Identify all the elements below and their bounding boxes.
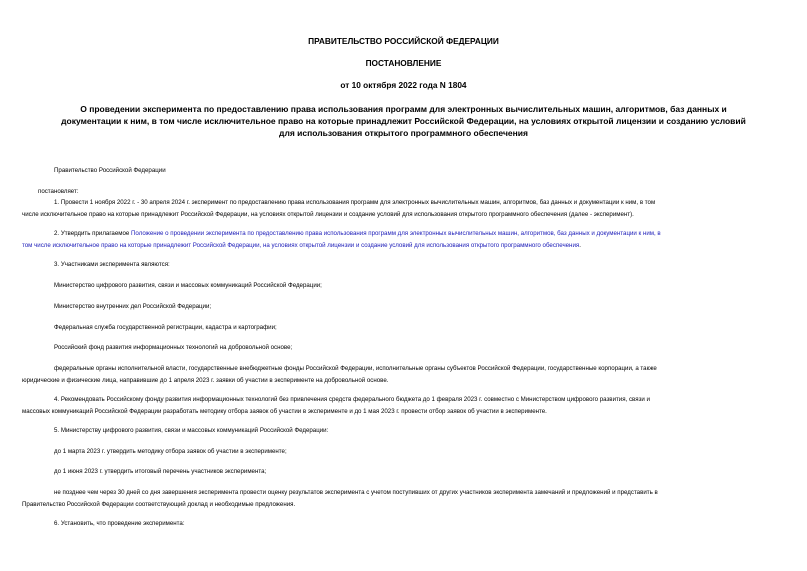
- paragraph-line: числе исключительное право на которые принадлежит Российской Федерации, на условиях открытой лицензии и создание условий для использования открытого программного обеспечения (далее - эксперимент).: [22, 210, 634, 218]
- title-line: О проведении эксперимента по предоставлению права использования программ для электронных вычислительных машин, алгоритмов, баз данных и: [80, 104, 727, 114]
- participant-item-last: [22, 363, 769, 386]
- paragraph-line: федеральные органы исполнительной власти, государственные внебюджетные фонды Российской Федерации, исполнительные органы субъектов Российской Федерации, государственные корпорации, а также: [54, 365, 657, 372]
- participant-item: Российский фонд развития информационных технологий на добровольной основе;: [54, 344, 293, 351]
- decrees-text: постановляет:: [38, 188, 79, 195]
- paragraph-line: не позднее чем через 30 дней со дня завершения эксперимента провести оценку результатов эксперимента с учетом поступивших от других участников эксперимента замечаний и предложений и представить в: [54, 489, 658, 496]
- paragraph-line: [22, 240, 769, 252]
- document-type: ПОСТАНОВЛЕНИЕ: [365, 58, 442, 68]
- document-date-number: от 10 октября 2022 года N 1804: [340, 80, 467, 90]
- regulation-link-continued[interactable]: том числе исключительное право на которые принадлежит Российской Федерации, на условиях открытой лицензии и создание условий для использования открытого программного обеспечения: [22, 241, 580, 249]
- issuing-authority: ПРАВИТЕЛЬСТВО РОССИЙСКОЙ ФЕДЕРАЦИИ: [308, 36, 499, 46]
- paragraph-2-prefix: 2. Утвердить прилагаемое: [54, 230, 132, 237]
- ministry-task-item: до 1 июня 2023 г. утвердить итоговый перечень участников эксперимента;: [54, 468, 267, 475]
- paragraph-line: массовых коммуникаций Российской Федерации разработать методику отбора заявок об участии в эксперименте и до 1 мая 2023 г. провести отбор заявок об участии в эксперименте.: [22, 407, 547, 415]
- paragraph-5: 5. Министерству цифрового развития, связи и массовых коммуникаций Российской Федерации:: [54, 427, 329, 434]
- participant-item: Федеральная служба государственной регистрации, кадастра и картографии;: [54, 324, 277, 331]
- paragraph-3: 3. Участниками эксперимента являются:: [54, 261, 170, 268]
- paragraph-line: [38, 228, 769, 240]
- paragraph-6: 6. Установить, что проведение эксперимента:: [54, 520, 185, 527]
- regulation-link[interactable]: Положение о проведении эксперимента по предоставлению права использования программ для электронных вычислительных машин, алгоритмов, баз данных и документации к ним, в: [131, 230, 661, 237]
- paragraph-line: Правительство Российской Федерации соответствующий доклад и необходимые предложения.: [22, 500, 296, 508]
- paragraph-1: [22, 197, 769, 220]
- participant-item: Министерство внутренних дел Российской Федерации;: [54, 303, 212, 310]
- paragraph-2: [22, 228, 769, 251]
- intro-text: Правительство Российской Федерации: [54, 167, 166, 174]
- paragraph-line: 4. Рекомендовать Российскому фонду развития информационных технологий без привлечения средств федерального бюджета до 1 февраля 2023 г. совместно с Министерством цифрового развития, связи и: [54, 396, 650, 403]
- ministry-task-item-last: [22, 487, 769, 510]
- paragraph-line: юридические и физические лица, направившие до 1 апреля 2023 г. заявки об участии в эксперименте на добровольной основе.: [22, 376, 389, 384]
- title-line: документации к ним, в том числе исключительное право на которые принадлежит Российской Федерации, на условиях открытой лицензии и созданию условий: [61, 116, 746, 126]
- title-line: для использования открытого программного обеспечения: [279, 128, 528, 138]
- ministry-task-item: до 1 марта 2023 г. утвердить методику отбора заявок об участии в эксперименте;: [54, 448, 287, 455]
- paragraph-4: [22, 394, 769, 417]
- participant-item: Министерство цифрового развития, связи и массовых коммуникаций Российской Федерации;: [54, 282, 322, 289]
- document-title: [30, 103, 777, 139]
- paragraph-line: 1. Провести 1 ноября 2022 г. - 30 апреля 2024 г. эксперимент по предоставлению права использования программ для электронных вычислительных машин, алгоритмов, баз данных и документации к ним, в том: [54, 199, 656, 206]
- paragraph-2-suffix: .: [579, 241, 581, 249]
